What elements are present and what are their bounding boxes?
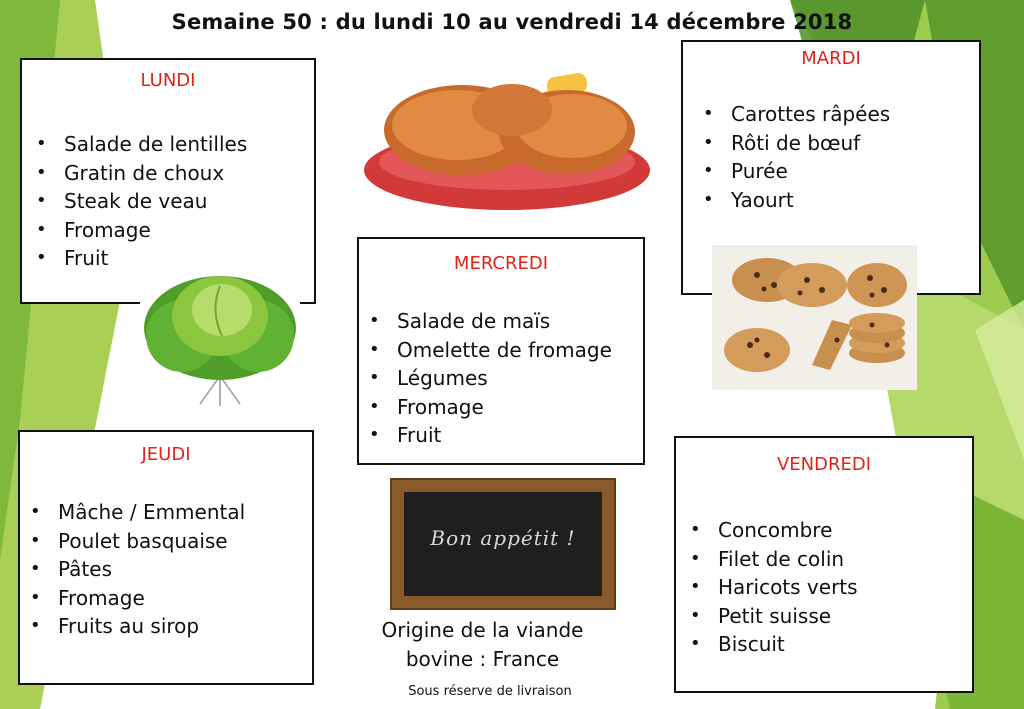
- chalkboard-surface: [404, 492, 602, 596]
- menu-item: • Petit suisse: [684, 602, 858, 631]
- delivery-footnote: Sous réserve de livraison: [408, 684, 572, 699]
- menu-item: • Concombre: [684, 516, 858, 545]
- menu-item: • Omelette de fromage: [363, 336, 612, 365]
- menu-item: • Fromage: [24, 584, 245, 613]
- day-card-vendredi: [674, 436, 974, 693]
- menu-item: • Fruits au sirop: [24, 612, 245, 641]
- menu-list-jeudi: [24, 498, 245, 641]
- meat-origin-line-2: bovine : France: [405, 647, 560, 671]
- day-title-mardi: MARDI: [801, 48, 861, 69]
- menu-item: • Steak de veau: [30, 187, 247, 216]
- menu-item: • Salade de lentilles: [30, 130, 247, 159]
- menu-item: • Biscuit: [684, 630, 858, 659]
- meat-origin-note: [360, 616, 605, 674]
- menu-item: • Fruit: [30, 244, 247, 273]
- roast-chicken-icon: [362, 70, 652, 220]
- day-title-mercredi: MERCREDI: [453, 253, 549, 274]
- menu-item: • Gratin de choux: [30, 159, 247, 188]
- menu-item: • Carottes râpées: [697, 100, 890, 129]
- day-title-vendredi: VENDREDI: [776, 454, 872, 475]
- menu-item: • Fruit: [363, 421, 612, 450]
- day-title-lundi: LUNDI: [140, 70, 196, 91]
- menu-item: • Fromage: [30, 216, 247, 245]
- meat-origin-line-1: Origine de la viande: [381, 618, 584, 642]
- menu-list-vendredi: [684, 516, 858, 659]
- menu-item: • Pâtes: [24, 555, 245, 584]
- menu-item: • Rôti de bœuf: [697, 129, 890, 158]
- day-card-jeudi: [18, 430, 314, 685]
- menu-item: • Filet de colin: [684, 545, 858, 574]
- cabbage-icon: [140, 266, 300, 408]
- menu-list-lundi: [30, 130, 247, 273]
- menu-list-mardi: [697, 100, 890, 214]
- menu-item: • Mâche / Emmental: [24, 498, 245, 527]
- menu-item: • Yaourt: [697, 186, 890, 215]
- menu-list-mercredi: [363, 307, 612, 450]
- menu-item: • Fromage: [363, 393, 612, 422]
- cookies-icon: [712, 245, 917, 390]
- day-title-jeudi: JEUDI: [141, 444, 191, 465]
- menu-item: • Haricots verts: [684, 573, 858, 602]
- menu-item: • Salade de maïs: [363, 307, 612, 336]
- page-title: Semaine 50 : du lundi 10 au vendredi 14 décembre 2018: [171, 10, 853, 34]
- chalkboard: [390, 478, 616, 610]
- day-card-mercredi: [357, 237, 645, 465]
- chalkboard-text: Bon appétit !: [430, 526, 576, 550]
- menu-item: • Légumes: [363, 364, 612, 393]
- menu-item: • Poulet basquaise: [24, 527, 245, 556]
- menu-item: • Purée: [697, 157, 890, 186]
